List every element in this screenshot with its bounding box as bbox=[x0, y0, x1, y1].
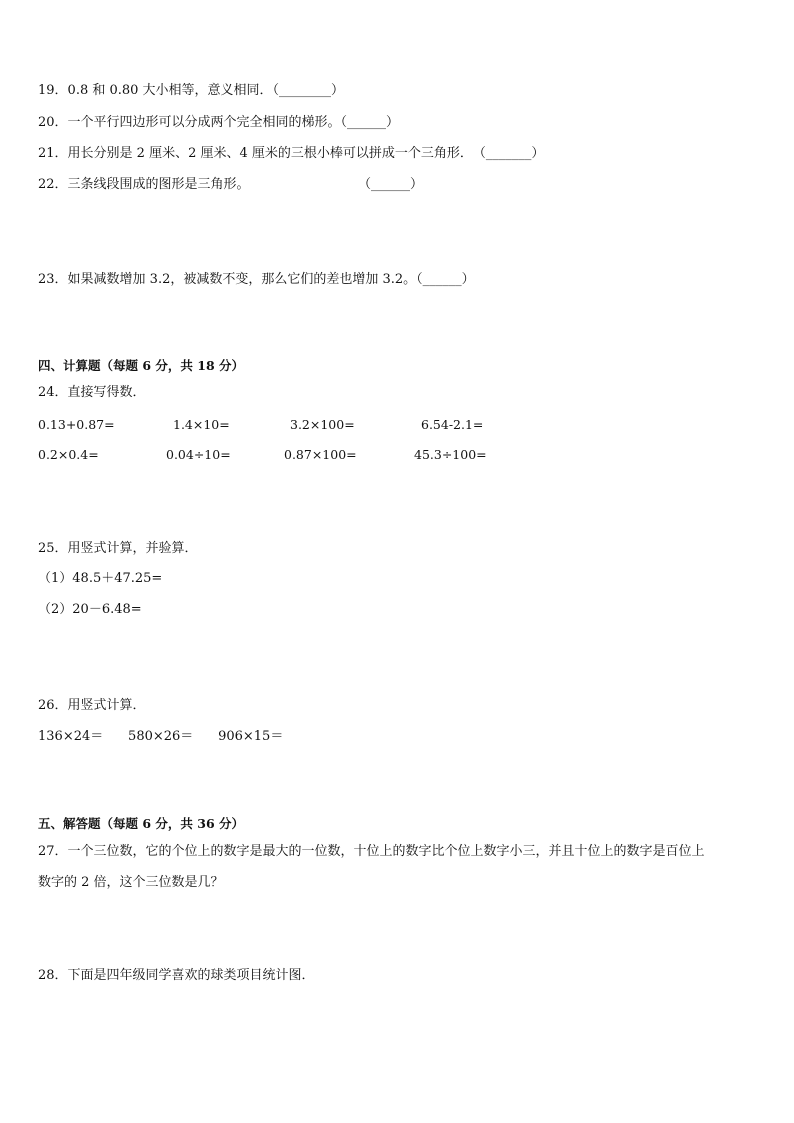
calc-item: 0.2×0.4= bbox=[38, 447, 99, 462]
calc-item: 0.04÷10= bbox=[166, 447, 231, 462]
calc-item: 3.2×100= bbox=[290, 417, 355, 432]
calc-item: 0.87×100= bbox=[284, 447, 357, 462]
question-24: 24．直接写得数． bbox=[38, 385, 146, 400]
question-25-part-2: （2）20－6.48= bbox=[38, 602, 142, 617]
question-27-line-1: 27．一个三位数，它的个位上的数字是最大的一位数，十位上的数字比个位上数字小三，并且十位上的数字是百位上 bbox=[38, 844, 705, 859]
question-19: 19．0.8 和 0.80 大小相等，意义相同．（________） bbox=[38, 83, 345, 98]
calc-item: 6.54-2.1= bbox=[421, 417, 484, 432]
calc-item: 0.13+0.87= bbox=[38, 417, 115, 432]
question-25: 25．用竖式计算，并验算． bbox=[38, 541, 198, 556]
question-27-line-2: 数字的 2 倍，这个三位数是几？ bbox=[38, 875, 224, 890]
question-20: 20．一个平行四边形可以分成两个完全相同的梯形。（______） bbox=[38, 115, 400, 130]
question-26: 26．用竖式计算． bbox=[38, 698, 146, 713]
question-26-items: 136×24＝ 580×26＝ 906×15＝ bbox=[38, 729, 284, 744]
question-25-part-1: （1）48.5＋47.25= bbox=[38, 571, 163, 586]
section-4-heading: 四、计算题（每题 6 分，共 18 分） bbox=[38, 358, 245, 373]
question-22: 22．三条线段围成的图形是三角形。 bbox=[38, 177, 250, 192]
calc-item: 1.4×10= bbox=[173, 417, 230, 432]
section-5-heading: 五、解答题（每题 6 分，共 36 分） bbox=[38, 816, 245, 831]
question-28: 28．下面是四年级同学喜欢的球类项目统计图． bbox=[38, 968, 315, 983]
question-21: 21．用长分别是 2 厘米、2 厘米、4 厘米的三根小棒可以拼成一个三角形． （_______） bbox=[38, 146, 545, 161]
calc-item: 45.3÷100= bbox=[414, 447, 487, 462]
question-23: 23．如果减数增加 3.2，被减数不变，那么它们的差也增加 3.2。（______） bbox=[38, 272, 475, 287]
question-22-answer-blank: （______） bbox=[358, 177, 424, 192]
